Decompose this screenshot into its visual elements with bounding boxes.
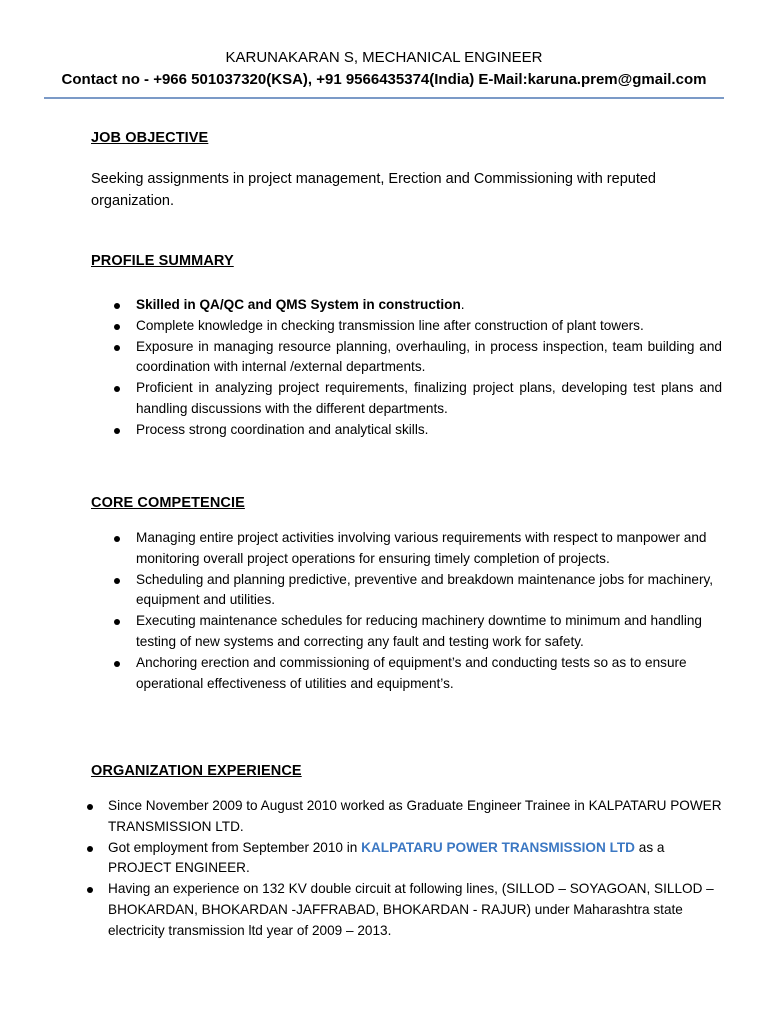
bullet-icon [114, 661, 120, 667]
item-text: as a PROJECT ENGINEER. [108, 839, 665, 876]
bullet-icon [114, 303, 120, 309]
item-text: Exposure in managing resource planning, overhauling, in process inspection, team building and coordination with internal /external departments. [136, 338, 722, 375]
organization-experience-heading: ORGANIZATION EXPERIENCE [91, 763, 302, 779]
item-text: Proficient in analyzing project requirements, finalizing project plans, developing test plans and handling discussions with the different departments. [136, 380, 722, 416]
list-item [136, 528, 722, 570]
list-item [136, 653, 722, 695]
bullet-icon [87, 804, 93, 810]
bullet-icon [114, 619, 120, 625]
list-item [108, 879, 724, 941]
bullet-icon [114, 345, 120, 351]
list-item [136, 378, 722, 420]
organization-experience-list [108, 796, 724, 942]
list-item [136, 337, 722, 379]
job-objective-heading: JOB OBJECTIVE [91, 130, 209, 146]
job-objective-text: Seeking assignments in project management, Erection and Commissioning with reputed organization. [91, 171, 656, 209]
bullet-icon [114, 428, 120, 434]
list-item [136, 570, 722, 612]
item-text: Scheduling and planning predictive, preventive and breakdown maintenance jobs for machinery, equipment and utilities. [136, 571, 714, 608]
list-item [136, 295, 722, 316]
bullet-icon [87, 846, 93, 852]
bullet-icon [114, 578, 120, 584]
bold-text: Skilled in QA/QC and QMS System in construction [136, 297, 461, 312]
item-text: Got employment from September 2010 in [108, 839, 362, 855]
company-link[interactable]: KALPATARU POWER TRANSMISSION LTD [361, 839, 635, 855]
item-tail: . [460, 297, 465, 312]
resume-header [0, 47, 768, 90]
bullet-icon [114, 324, 120, 330]
item-text: Anchoring erection and commissioning of equipment’s and conducting tests so as to ensure operational effectiveness of utilities and equipment’s. [136, 654, 687, 691]
list-item [136, 611, 722, 653]
name-line: KARUNAKARAN S, MECHANICAL ENGINEER [225, 49, 543, 66]
contact-line: Contact no - +966 501037320(KSA), +91 9566435374(India) E-Mail:karuna.prem@gmail.com [61, 71, 707, 88]
list-item [108, 838, 724, 880]
item-text: Having an experience on 132 KV double circuit at following lines, (SILLOD – SOYAGOAN, SILLOD – BHOKARDAN, BHOKARDAN -JAFFRABAD, BHOKARDAN - RAJUR) under Maharashtra state electricity transmission ltd year of 2009 – 2013. [108, 881, 714, 938]
item-text: Process strong coordination and analytical skills. [136, 421, 429, 437]
bullet-icon [114, 386, 120, 392]
item-text: Managing entire project activities involving various requirements with respect to manpower and monitoring overall project operations for ensuring timely completion of projects. [136, 530, 707, 566]
bullet-icon [87, 887, 93, 893]
item-text: Since November 2009 to August 2010 worked as Graduate Engineer Trainee in KALPATARU POWER TRANSMISSION LTD. [108, 798, 722, 834]
list-item [108, 796, 724, 838]
core-competencie-heading: CORE COMPETENCIE [91, 495, 245, 511]
header-divider [44, 97, 724, 99]
list-item [136, 316, 722, 337]
bullet-icon [114, 536, 120, 542]
item-text: Complete knowledge in checking transmission line after construction of plant towers. [136, 317, 644, 333]
profile-summary-list [136, 295, 722, 441]
profile-summary-heading: PROFILE SUMMARY [91, 253, 234, 269]
list-item [136, 420, 722, 441]
core-competencie-list [136, 528, 722, 694]
item-text: Executing maintenance schedules for reducing machinery downtime to minimum and handling testing of new systems and correcting any fault and testing work for safety. [136, 613, 702, 649]
